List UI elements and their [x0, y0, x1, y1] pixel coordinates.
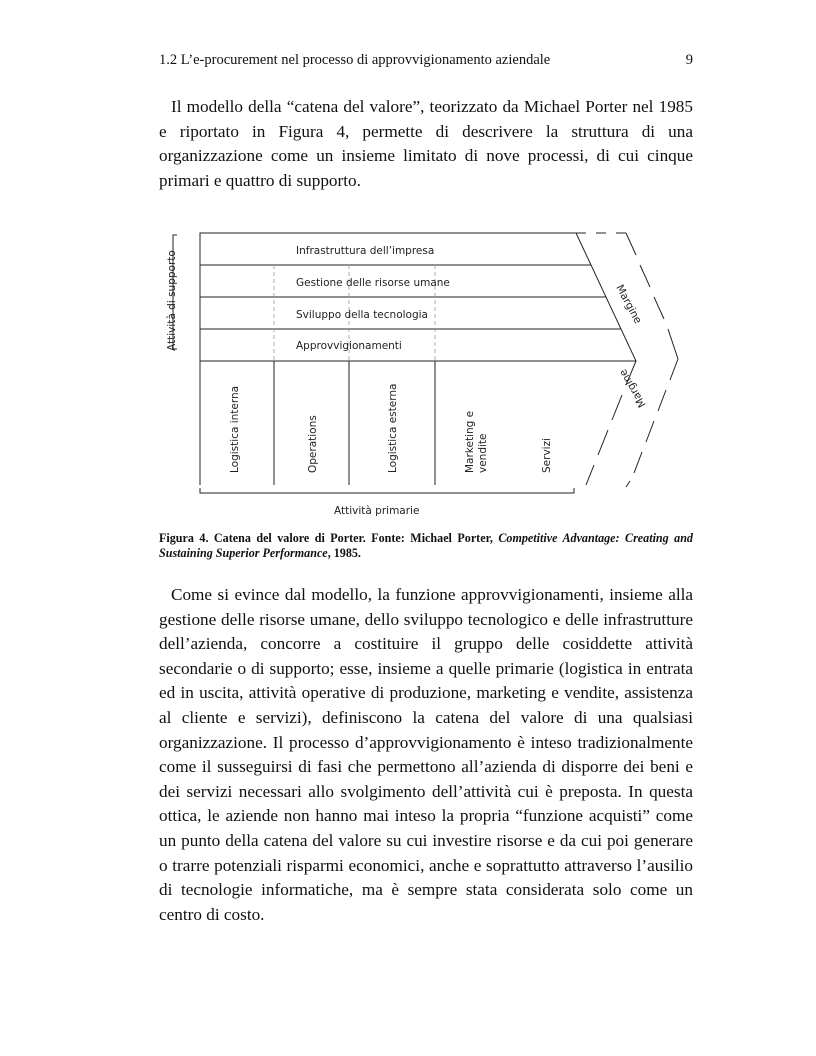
- page-number: 9: [685, 52, 693, 68]
- body-paragraph: Come si evince dal modello, la funzione approvvigionamenti, insieme alla gestione delle risorse umane, dello sviluppo tecnologico e delle infrastrutture dell’azienda, concorre a costituire il gruppo delle cosiddette attività secondarie o di supporto; esse, insieme a quelle primarie (logistica in entrata ed in uscita, attività operative di produzione, marketing e vendite, assistenza al cliente e servizi), definiscono la catena del valore di una qualsiasi organizzazione. Il processo d’approvvigionamento è inteso tradizionalmente come il susseguirsi di fasi che permettono all’azienda di disporre dei beni e dei servizi necessari allo svolgimento dell’attività cui è preposta. In questa ottica, le aziende non hanno mai inteso la propria “funzione acquisti” come un punto della catena del valore su cui investire risorse e da cui poi generare o trarre potenziali risparmi economici, anche e soprattutto attraverso l’ausilio di tecnologie informatiche, ma è sempre stata considerata solo come un centro di costo.: [159, 585, 693, 924]
- margin-outer-upper: [626, 233, 678, 359]
- intro-paragraph: Il modello della “catena del valore”, teorizzato da Michael Porter nel 1985 e riportato in Figura 4, permette di descrivere la struttura di una organizzazione come un insieme limitato di nove processi, di cui cinque primari e quattro di supporto.: [159, 97, 693, 190]
- caption-lead: Figura 4. Catena del valore di Porter. Fonte: Michael Porter,: [159, 531, 499, 545]
- support-activity-label: Infrastruttura dell’impresa: [296, 245, 435, 257]
- primary-activity-label: Operations: [307, 415, 319, 473]
- primary-activity-label: Logistica interna: [229, 385, 241, 473]
- primary-activities-label: Attività primarie: [334, 505, 420, 517]
- caption-tail: , 1985.: [327, 546, 361, 560]
- support-activity-label: Approvvigionamenti: [296, 340, 402, 352]
- primary-activity-label: Servizi: [541, 437, 553, 473]
- primary-activity-label: vendite: [477, 433, 489, 473]
- support-activity-label: Gestione delle risorse umane: [296, 277, 450, 289]
- support-activity-label: Sviluppo della tecnologia: [296, 309, 428, 321]
- caption-book-title: Competitive Advantage: Creating and Sustaining Superior Performance: [159, 531, 693, 560]
- primary-activity-label: Logistica esterna: [387, 383, 399, 473]
- section-title: 1.2 L’e-procurement nel processo di approvvigionamento aziendale: [159, 52, 551, 68]
- primary-activity-label: Marketing e: [464, 410, 476, 473]
- support-activities-label: Attività di supporto: [166, 250, 178, 351]
- margin-label-top: Margine: [613, 282, 644, 326]
- primary-bracket: [200, 488, 574, 493]
- figure-caption: [159, 531, 693, 561]
- running-header: [159, 52, 693, 69]
- value-chain-diagram: [160, 225, 700, 525]
- value-chain-figure: [160, 225, 700, 525]
- margin-label-bottom: Margine: [617, 366, 649, 410]
